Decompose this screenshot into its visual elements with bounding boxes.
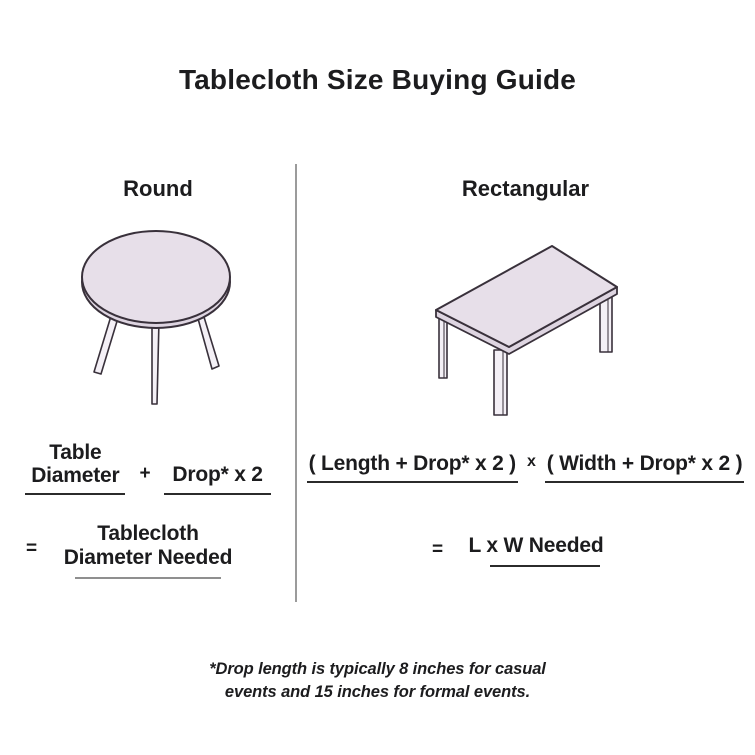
drop-term: Drop* x 2 [164, 463, 270, 495]
round-formula-inputs [0, 441, 296, 495]
footnote-line-2: events and 15 inches for formal events. [224, 683, 531, 702]
round-table-illustration [75, 220, 240, 410]
section-heading-rectangular: Rectangular [461, 176, 590, 201]
rect-tabletop-shape [436, 246, 617, 347]
multiply-operator: x [526, 453, 536, 470]
round-equals-sign: = [26, 538, 37, 559]
round-formula-result [0, 522, 296, 579]
round-result-underline [75, 577, 221, 579]
width-term: ( Width + Drop* x 2 ) [545, 452, 745, 483]
round-table-right-leg [197, 315, 219, 369]
round-tabletop-shape [82, 231, 230, 323]
table-diameter-term [25, 441, 125, 495]
lxw-result-label [456, 534, 616, 567]
rect-formula-result [296, 534, 755, 584]
footnote-text [0, 658, 755, 705]
length-term: ( Length + Drop* x 2 ) [307, 452, 518, 483]
rect-table-front-leg [494, 350, 507, 415]
round-table-left-leg [94, 316, 118, 374]
round-result-line1: Tablecloth [97, 522, 199, 545]
section-heading-round: Round [123, 176, 193, 201]
rect-formula-inputs [296, 452, 755, 483]
lxw-result-text: L x W Needed [468, 534, 604, 557]
rectangular-table-illustration [425, 238, 625, 428]
plus-operator: + [139, 463, 151, 485]
rect-result-underline [490, 565, 600, 567]
footnote-line-1: *Drop length is typically 8 inches for casual [209, 660, 546, 678]
page-title: Tablecloth Size Buying Guide [178, 64, 577, 95]
round-table-center-leg [152, 320, 159, 404]
round-result-line2: Diameter Needed [63, 545, 233, 569]
table-diameter-line2: Diameter [31, 464, 120, 488]
table-diameter-line1: Table [49, 441, 102, 464]
rect-table-left-leg [439, 314, 447, 378]
rect-equals-sign: = [432, 539, 443, 560]
